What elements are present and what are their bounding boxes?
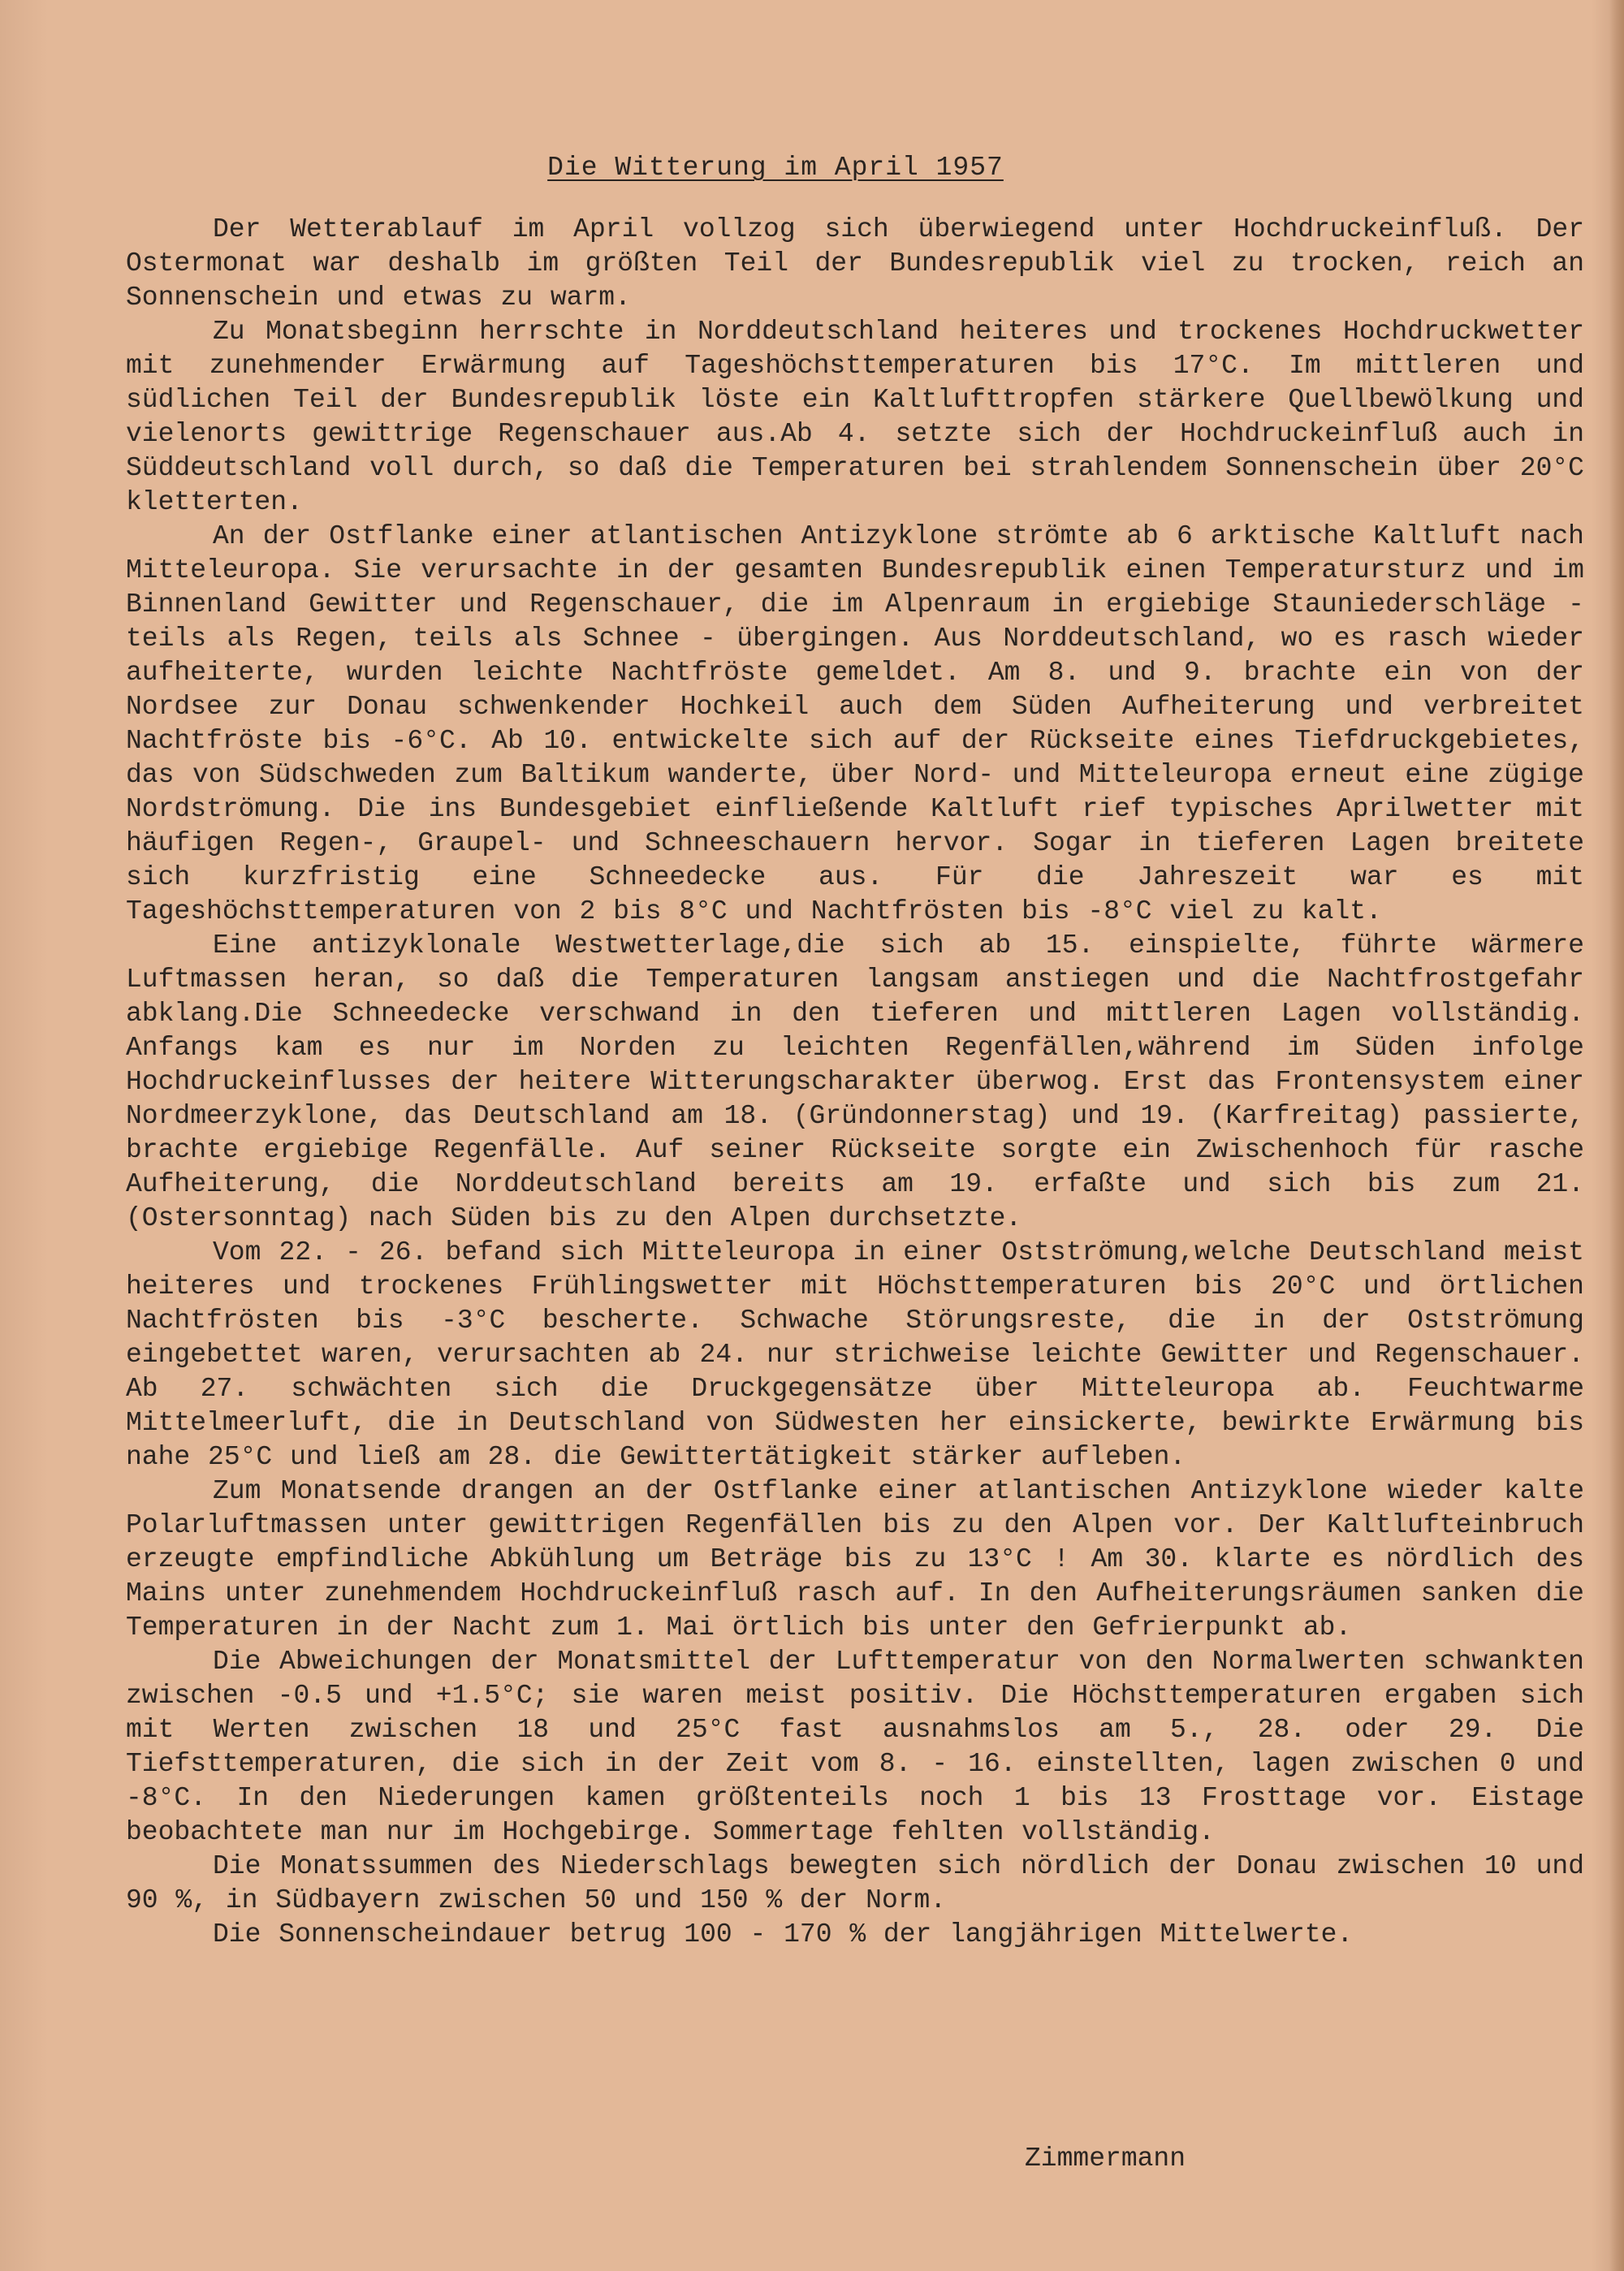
paragraph-5: Vom 22. - 26. befand sich Mitteleuropa in einer Ostströmung,welche Deutschland meist heiteres und trockenes Frühlingswetter mit Höchsttemperaturen bis 20°C und örtlichen Nachtfrösten bis -3°C bescherte. Schwache Störungsreste, die in der Ostströmung eingebettet waren, verursachten ab 24. nur strichweise leichte Gewitter und Regenschauer. Ab 27. schwächten sich die Druckgegensätze über Mitteleuropa ab. Feuchtwarme Mittelmeerluft, die in Deutschland von Südwesten her einsickerte, bewirkte Erwärmung bis nahe 25°C und ließ am 28. die Gewittertätigkeit stärker aufleben. <box>126 1237 1584 1472</box>
paragraph-6: Zum Monatsende drangen an der Ostflanke einer atlantischen Antizyklone wieder kalte Polarluftmassen unter gewittrigen Regenfällen bis zu den Alpen vor. Der Kaltlufteinbruch erzeugte empfindliche Abkühlung um Beträge bis zu 13°C ! Am 30. klarte es nördlich des Mains unter zunehmendem Hochdruckeinfluß rasch auf. In den Aufheiterungsräumen sanken die Temperaturen in der Nacht zum 1. Mai örtlich bis unter den Gefrierpunkt ab. <box>126 1476 1584 1643</box>
document-title: Die Witterung im April 1957 <box>547 153 1004 183</box>
paragraph-4: Eine antizyklonale Westwetterlage,die sich ab 15. einspielte, führte wärmere Luftmassen heran, so daß die Temperaturen langsam anstiegen und die Nachtfrostgefahr abklang.Die Schneedecke verschwand in den tieferen und mittleren Lagen vollständig. Anfangs kam es nur im Norden zu leichten Regenfällen,während im Süden infolge Hochdruckeinflusses der heitere Witterungscharakter überwog. Erst das Frontensystem einer Nordmeerzyklone, das Deutschland am 18. (Gründonnerstag) und 19. (Karfreitag) passierte, brachte ergiebige Regenfälle. Auf seiner Rückseite sorgte ein Zwischenhoch für rasche Aufheiterung, die Norddeutschland bereits am 19. erfaßte und sich bis zum 21. (Ostersonntag) nach Süden bis zu den Alpen durchsetzte. <box>126 930 1584 1233</box>
paragraph-9: Die Sonnenscheindauer betrug 100 - 170 % der langjährigen Mittelwerte. <box>213 1919 1354 1949</box>
paragraph-1: Der Wetterablauf im April vollzog sich überwiegend unter Hochdruckeinfluß. Der Ostermonat war deshalb im größten Teil der Bundesrepublik viel zu trocken, reich an Sonnenschein und etwas zu warm. <box>126 214 1584 313</box>
author-signature: Zimmermann <box>1025 2144 1186 2174</box>
paragraph-3: An der Ostflanke einer atlantischen Antizyklone strömte ab 6 arktische Kaltluft nach Mitteleuropa. Sie verursachte in der gesamten Bundesrepublik einen Temperatursturz und im Binnenland Gewitter und Regenschauer, die im Alpenraum in ergiebige Stauniederschläge - teils als Regen, teils als Schnee - übergingen. Aus Norddeutschland, wo es rasch wieder aufheiterte, wurden leichte Nachtfröste gemeldet. Am 8. und 9. brachte ein von der Nordsee zur Donau schwenkender Hochkeil auch dem Süden Aufheiterung und verbreitet Nachtfröste bis -6°C. Ab 10. entwickelte sich auf der Rückseite eines Tiefdruckgebietes, das von Südschweden zum Baltikum wanderte, über Nord- und Mitteleuropa erneut eine zügige Nordströmung. Die ins Bundesgebiet einfließende Kaltluft rief typisches Aprilwetter mit häufigen Regen-, Graupel- und Schneeschauern hervor. Sogar in tieferen Lagen breitete sich kurzfristig eine Schneedecke aus. Für die Jahreszeit war es mit Tageshöchsttemperaturen von 2 bis 8°C und Nachtfrösten bis -8°C viel zu kalt. <box>126 521 1584 926</box>
paragraph-8: Die Monatssummen des Niederschlags bewegten sich nördlich der Donau zwischen 10 und 90 %, in Südbayern zwischen 50 und 150 % der Norm. <box>126 1851 1584 1915</box>
page-edge-shadow <box>1609 0 1624 2271</box>
paragraph-7: Die Abweichungen der Monatsmittel der Lufttemperatur von den Normalwerten schwankten zwischen -0.5 und +1.5°C; sie waren meist positiv. Die Höchsttemperaturen ergaben sich mit Werten zwischen 18 und 25°C fast ausnahmslos am 5., 28. oder 29. Die Tiefsttemperaturen, die sich in der Zeit vom 8. - 16. einstellten, lagen zwischen 0 und -8°C. In den Niederungen kamen größtenteils noch 1 bis 13 Frosttage vor. Eistage beobachtete man nur im Hochgebirge. Sommertage fehlten vollständig. <box>126 1647 1584 1847</box>
paragraph-2: Zu Monatsbeginn herrschte in Norddeutschland heiteres und trockenes Hochdruckwetter mit zunehmender Erwärmung auf Tageshöchsttemperaturen bis 17°C. Im mittleren und südlichen Teil der Bundesrepublik löste ein Kaltlufttropfen stärkere Quellbewölkung und vielenorts gewittrige Regenschauer aus.Ab 4. setzte sich der Hochdruckeinfluß auch in Süddeutschland voll durch, so daß die Temperaturen bei strahlendem Sonnenschein über 20°C kletterten. <box>126 317 1584 517</box>
document-body <box>126 213 1584 1952</box>
